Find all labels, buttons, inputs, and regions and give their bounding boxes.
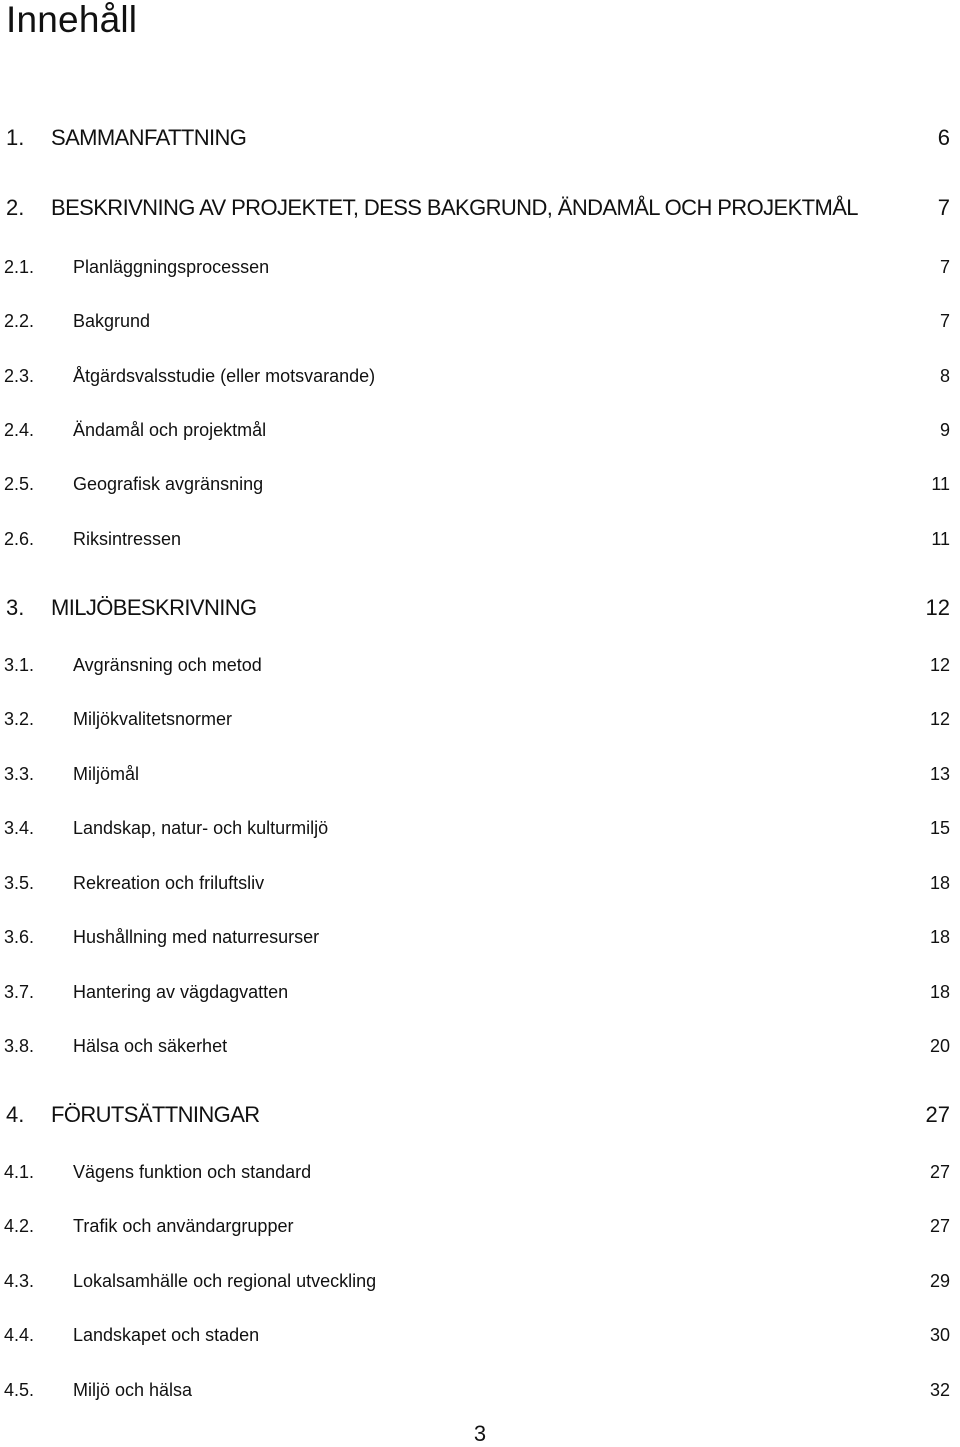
page-title: Innehåll [6,0,138,40]
toc-entry-page: 18 [929,982,950,1002]
toc-section [0,704,960,734]
toc-entry-number: 4.5. [4,1380,35,1400]
toc-entry-number: 3.3. [4,764,35,784]
toc-section [0,977,960,1007]
toc-entry-title: MILJÖBESKRIVNING [51,595,257,620]
toc-entry-page: 12 [929,655,950,675]
toc-entry-page: 11 [931,529,950,549]
toc-entry-title: Rekreation och friluftsliv [73,873,265,893]
toc-entry-number: 4.3. [4,1271,35,1291]
toc-entry-title: Bakgrund [73,311,151,331]
toc-entry-title: BESKRIVNING AV PROJEKTET, DESS BAKGRUND, ÄNDAMÅL OCH PROJEKTMÅL [51,195,858,220]
toc-entry-page: 27 [925,1102,950,1127]
toc-entry-page: 7 [939,257,950,277]
toc-section [0,1211,960,1241]
toc-section [0,252,960,282]
toc-entry-title: SAMMANFATTNING [51,125,247,150]
toc-entry-title: Vägens funktion och standard [73,1162,312,1182]
toc-section [0,868,960,898]
toc-entry-number: 4.4. [4,1325,35,1345]
toc-entry-number: 4.1. [4,1162,35,1182]
toc-entry-number: 4.2. [4,1216,35,1236]
toc-entry-page: 9 [939,420,950,440]
toc-entry-page: 18 [929,927,950,947]
toc-entry-page: 32 [929,1380,950,1400]
toc-entry-title: Hushållning med naturresurser [73,927,320,947]
toc-entry-number: 2.1. [4,257,35,277]
toc-section [0,1375,960,1405]
toc-entry-number: 2.2. [4,311,35,331]
toc-entry-page: 12 [925,595,950,620]
toc-entry-title: Landskapet och staden [73,1325,260,1345]
toc-chapter [0,593,960,623]
toc-entry-number: 1. [6,125,25,150]
page-number: 3 [473,1421,487,1446]
toc-entry-title: Riksintressen [73,529,182,549]
toc-entry-title: FÖRUTSÄTTNINGAR [51,1102,260,1127]
toc-entry-number: 2.4. [4,420,35,440]
toc-entry-title: Geografisk avgränsning [73,474,264,494]
toc-section [0,650,960,680]
toc-entry-page: 11 [931,474,950,494]
toc-chapter [0,1100,960,1130]
toc-entry-title: Miljökvalitetsnormer [73,709,233,729]
toc-entry-title: Miljömål [73,764,140,784]
toc-entry-number: 3. [6,595,25,620]
toc-entry-title: Åtgärdsvalsstudie (eller motsvarande) [73,366,376,386]
toc-section [0,1320,960,1350]
toc-section [0,1031,960,1061]
toc-entry-number: 3.7. [4,982,35,1002]
toc-entry-number: 2. [6,195,25,220]
toc-section [0,361,960,391]
toc-section [0,524,960,554]
toc-entry-title: Ändamål och projektmål [73,420,267,440]
toc-section [0,1266,960,1296]
toc-section [0,469,960,499]
toc-entry-number: 3.6. [4,927,35,947]
toc-entry-title: Hantering av vägdagvatten [73,982,289,1002]
toc-entry-page: 15 [929,818,950,838]
toc-entry-number: 3.1. [4,655,35,675]
toc-chapter [0,193,960,223]
toc-entry-page: 20 [929,1036,950,1056]
toc-entry-number: 2.3. [4,366,35,386]
toc-entry-page: 6 [937,125,950,150]
toc-entry-page: 29 [929,1271,950,1291]
toc-entry-page: 30 [929,1325,950,1345]
toc-entry-page: 27 [929,1162,950,1182]
toc-entry-title: Planläggningsprocessen [73,257,270,277]
toc-section [0,922,960,952]
toc-chapter [0,123,960,153]
toc-section [0,813,960,843]
toc-entry-page: 27 [929,1216,950,1236]
toc-section [0,415,960,445]
toc-entry-number: 3.2. [4,709,35,729]
toc-entry-page: 12 [929,709,950,729]
toc-entry-title: Lokalsamhälle och regional utveckling [73,1271,377,1291]
toc-section [0,1157,960,1187]
toc-entry-page: 18 [929,873,950,893]
toc-entry-number: 3.8. [4,1036,35,1056]
toc-entry-title: Hälsa och säkerhet [73,1036,228,1056]
toc-section [0,759,960,789]
toc-entry-page: 7 [939,311,950,331]
toc-entry-number: 2.6. [4,529,35,549]
toc-section [0,306,960,336]
toc-entry-title: Landskap, natur- och kulturmiljö [73,818,329,838]
toc-entry-number: 2.5. [4,474,35,494]
toc-entry-number: 3.5. [4,873,35,893]
toc-entry-page: 7 [937,195,950,220]
toc-entry-page: 13 [929,764,950,784]
toc-entry-title: Avgränsning och metod [73,655,262,675]
toc-entry-title: Trafik och användargrupper [73,1216,294,1236]
toc-entry-number: 3.4. [4,818,35,838]
toc-entry-title: Miljö och hälsa [73,1380,193,1400]
toc-entry-number: 4. [6,1102,25,1127]
toc-entry-page: 8 [939,366,950,386]
